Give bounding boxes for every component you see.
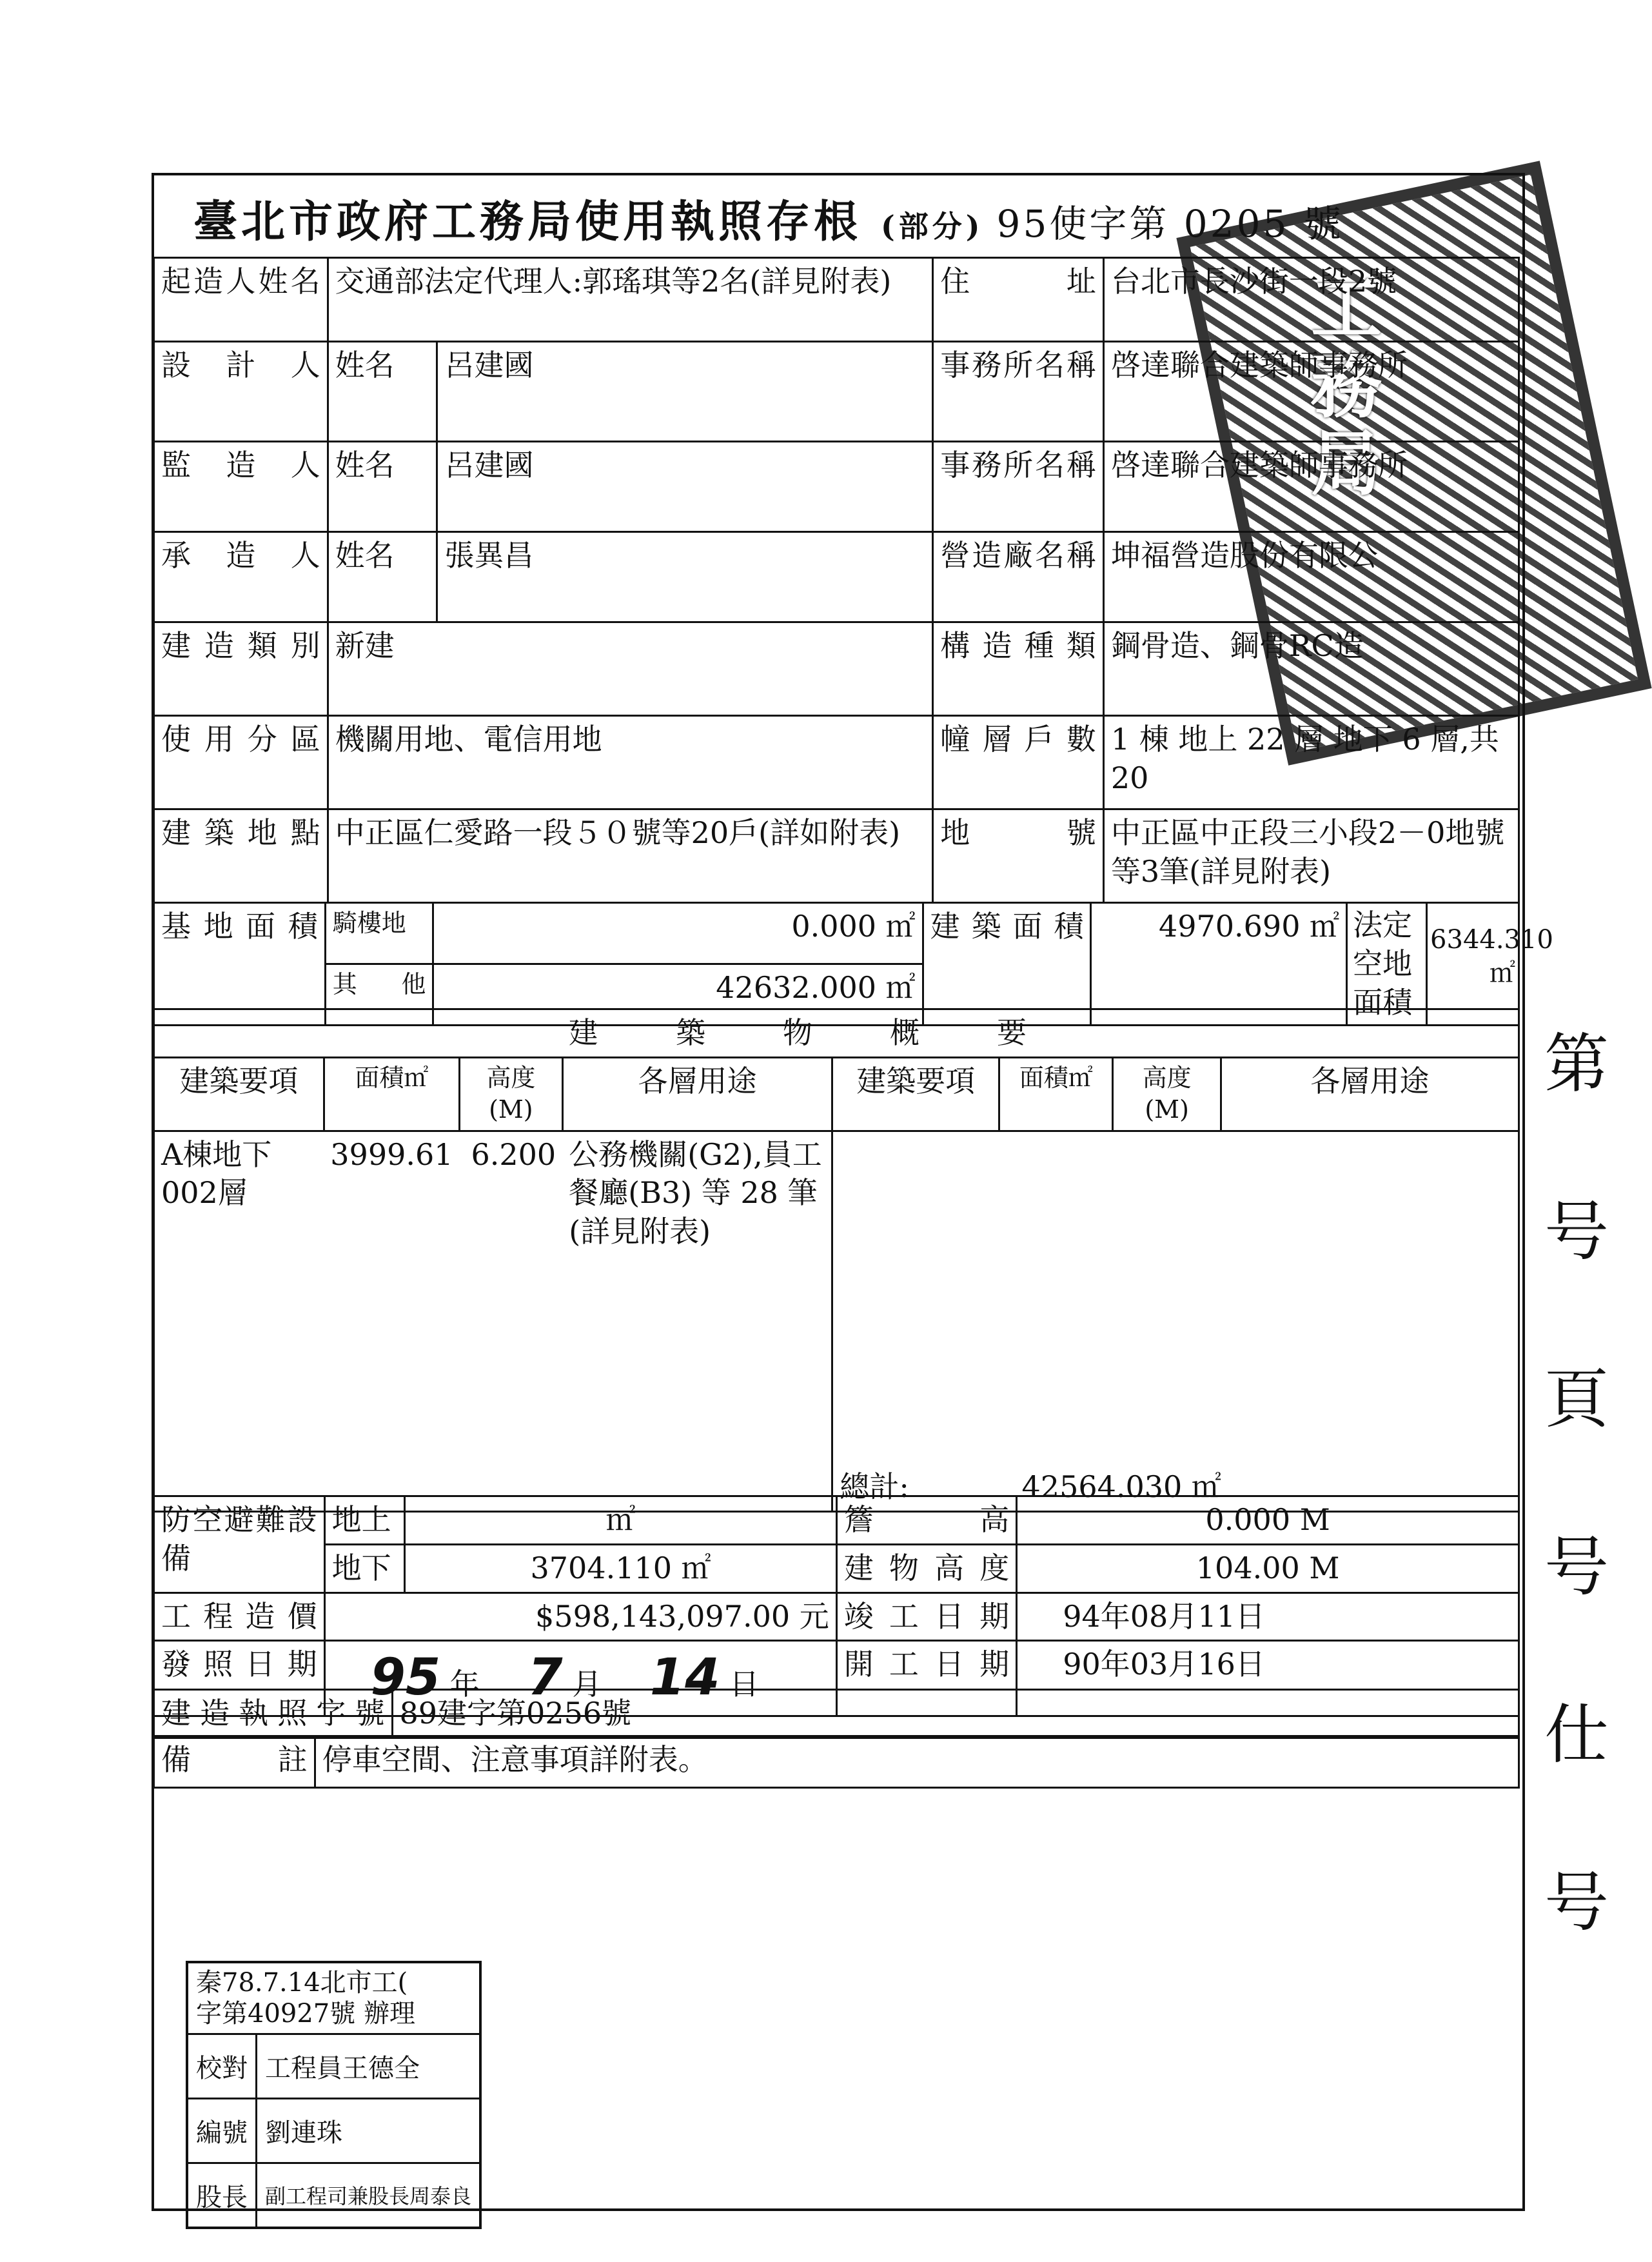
cost-value: $598,143,097.00 元 <box>324 1592 836 1641</box>
designer-row <box>154 342 1519 442</box>
stamp-code: 劉連珠 <box>257 2099 481 2163</box>
floors-value: 1 棟 地上 22 層 地下 6 層,共 20 <box>1103 716 1519 809</box>
permit-row <box>154 1690 1519 1738</box>
supervisor-name-label: 姓名 <box>328 442 437 532</box>
contractor-office-label: 營造廠名稱 <box>933 532 1104 622</box>
height-label: 建物高度 <box>836 1544 1017 1592</box>
zone-value: 機關用地、電信用地 <box>328 716 933 809</box>
side-char: 第 <box>1544 1026 1609 1102</box>
supervisor-label: 監造人 <box>154 442 328 532</box>
permit-value: 89建字第0256號 <box>392 1690 1519 1738</box>
arcade-number: 0.000 <box>791 909 877 944</box>
open-area-cell <box>1347 903 1553 1026</box>
arcade-unit: ㎡ <box>885 909 916 944</box>
info-table <box>153 257 1520 342</box>
side-characters <box>1544 980 1609 1987</box>
address-value: 台北市長沙街一段2號 <box>1103 258 1519 342</box>
start-label: 開工日期 <box>836 1641 1017 1716</box>
stamp-header-cell <box>187 1962 480 2034</box>
people-table <box>153 341 1520 623</box>
supervisor-office-label: 事務所名稱 <box>933 442 1104 532</box>
col-height-2: 高度(M) <box>1113 1057 1221 1131</box>
col-area-1: 面積㎡ <box>324 1057 459 1131</box>
shelter-below-value: 3704.110 ㎡ <box>405 1544 836 1592</box>
type-row <box>154 622 1519 716</box>
col-height-1: 高度(M) <box>460 1057 563 1131</box>
summary-total: 42564.030 ㎡ <box>1021 1469 1221 1504</box>
summary-item: A棟地下002層 <box>154 1131 324 1511</box>
construction-table <box>153 621 1520 904</box>
supervisor-row <box>154 442 1519 532</box>
builder-value: 交通部法定代理人:郭瑤琪等2名(詳見附表) <box>328 258 933 342</box>
stamp-check: 工程員王德全 <box>257 2034 481 2099</box>
other-number: 42632.000 <box>716 970 877 1006</box>
issue-day: 14 <box>649 1649 720 1707</box>
issue-year-unit: 年 <box>449 1667 480 1702</box>
arcade-value <box>433 903 923 964</box>
shelter-below-label: 地下 <box>324 1544 405 1592</box>
detail-table <box>153 1495 1520 1717</box>
structure-value: 鋼骨造、鋼骨RC造 <box>1103 622 1519 716</box>
summary-heading-row <box>154 1009 1519 1058</box>
contractor-row <box>154 532 1519 622</box>
stamp-chief: 副工程司兼股長周泰良 <box>257 2163 481 2228</box>
summary-total-cell <box>832 1131 1519 1511</box>
remarks-row <box>154 1736 1519 1788</box>
designer-office-label: 事務所名稱 <box>933 342 1104 442</box>
shelter-above-value: ㎡ <box>405 1496 836 1545</box>
col-use-2: 各層用途 <box>1221 1057 1519 1131</box>
designer-label: 設計人 <box>154 342 328 442</box>
location-label: 建築地點 <box>154 809 328 903</box>
type-value: 新建 <box>328 622 933 716</box>
other-unit: ㎡ <box>885 970 916 1006</box>
col-area-2: 面積㎡ <box>999 1057 1113 1131</box>
stamp-check-row <box>187 2034 480 2099</box>
builder-row <box>154 258 1519 342</box>
remarks-value: 停車空間、注意事項詳附表。 <box>315 1736 1519 1788</box>
col-item-2: 建築要項 <box>832 1057 999 1131</box>
summary-heading: 建築物概要 <box>154 1009 1519 1058</box>
title-text: 臺北市政府工務局使用執照存根 <box>193 196 862 248</box>
shelter-above-label: 地上 <box>324 1496 405 1545</box>
permit-table <box>153 1689 1520 1739</box>
col-use-1: 各層用途 <box>562 1057 832 1131</box>
eaves-label: 簷高 <box>836 1496 1017 1545</box>
arcade-row <box>154 903 1519 964</box>
builder-label: 起造人姓名 <box>154 258 328 342</box>
contractor-name-label: 姓名 <box>328 532 437 622</box>
summary-data-row <box>154 1131 1519 1511</box>
summary-area: 3999.61 <box>324 1131 459 1511</box>
side-char: 頁 <box>1544 1362 1609 1437</box>
zone-row <box>154 716 1519 809</box>
stamp-chief-label: 股長 <box>187 2163 257 2228</box>
designer-name: 呂建國 <box>437 342 933 442</box>
stamp-line-1: 秦78.7.14北市工( <box>196 1968 408 1998</box>
open-area-value: 6344.310㎡ <box>1430 925 1553 988</box>
complete-label: 竣工日期 <box>836 1592 1017 1641</box>
other-label: 其他 <box>325 964 433 1026</box>
lot-label: 地號 <box>933 809 1104 903</box>
issue-month-unit: 月 <box>572 1667 602 1702</box>
stamp-code-label: 編號 <box>187 2099 257 2163</box>
location-value: 中正區仁愛路一段５０號等20戶(詳如附表) <box>328 809 933 903</box>
designer-name-label: 姓名 <box>328 342 437 442</box>
issue-year: 95 <box>370 1649 441 1707</box>
summary-use: 公務機關(G2),員工餐廳(B3) 等 28 筆(詳見附表) <box>562 1131 832 1511</box>
zone-label: 使用分區 <box>154 716 328 809</box>
stamp-code-row <box>187 2099 480 2163</box>
approval-stamp <box>186 1961 482 2229</box>
shelter-label: 防空避難設備 <box>154 1496 325 1593</box>
remarks-label: 備註 <box>154 1736 315 1788</box>
side-char: 仕 <box>1544 1697 1609 1772</box>
floors-label: 幢層戶數 <box>933 716 1104 809</box>
cost-row <box>154 1592 1519 1641</box>
stamp-header <box>187 1962 480 2034</box>
arcade-label: 騎樓地 <box>325 903 433 964</box>
complete-date: 94年08月11日 <box>1063 1598 1265 1634</box>
location-row <box>154 809 1519 903</box>
summary-table <box>153 1008 1520 1513</box>
page-title <box>193 187 1344 250</box>
cost-label: 工程造價 <box>154 1592 325 1641</box>
building-area-label: 建築面積 <box>923 903 1091 1026</box>
side-char: 号 <box>1544 1194 1609 1269</box>
title-part: (部分) <box>881 209 984 244</box>
site-area-label: 基地面積 <box>154 903 326 1026</box>
supervisor-name: 呂建國 <box>437 442 933 532</box>
permit-label: 建造執照字號 <box>154 1690 393 1738</box>
supervisor-office: 啓達聯合建築師事務所 <box>1103 442 1519 532</box>
complete-value <box>1017 1592 1519 1641</box>
address-label: 住址 <box>933 258 1104 342</box>
shelter-above-row <box>154 1496 1519 1545</box>
issue-label: 發照日期 <box>154 1641 325 1716</box>
stamp-check-label: 校對 <box>187 2034 257 2099</box>
designer-office: 啓達聯合建築師事務所 <box>1103 342 1519 442</box>
issue-day-unit: 日 <box>729 1667 760 1702</box>
permit-number: 95使字第 0205 號 <box>996 202 1344 246</box>
start-date: 90年03月16日 <box>1063 1647 1265 1682</box>
type-label: 建造類別 <box>154 622 328 716</box>
remarks-table <box>153 1735 1520 1789</box>
contractor-label: 承造人 <box>154 532 328 622</box>
eaves-value: 0.000 M <box>1017 1496 1519 1545</box>
contractor-office: 坤福營造股份有限公 <box>1103 532 1519 622</box>
summary-total-label: 總計: <box>840 1469 909 1504</box>
contractor-name: 張異昌 <box>437 532 933 622</box>
stamp-line-2: 字第40927號 辦理 <box>196 1999 415 2029</box>
lot-value: 中正區中正段三小段2－0地號等3筆(詳見附表) <box>1103 809 1519 903</box>
building-area-value: 4970.690 ㎡ <box>1091 903 1347 1026</box>
summary-height: 6.200 <box>460 1131 563 1511</box>
structure-label: 構造種類 <box>933 622 1104 716</box>
shelter-below-row <box>154 1544 1519 1592</box>
side-char: 号 <box>1544 1865 1609 1940</box>
issue-month: 7 <box>527 1649 563 1707</box>
open-area-label: 法定空地面積 <box>1348 904 1428 1024</box>
stamp-chief-row <box>187 2163 480 2228</box>
height-value: 104.00 M <box>1017 1544 1519 1592</box>
seal-text: 工務局 <box>1299 271 1382 503</box>
side-char: 号 <box>1544 1529 1609 1605</box>
col-item-1: 建築要項 <box>154 1057 324 1131</box>
summary-header-row <box>154 1057 1519 1131</box>
